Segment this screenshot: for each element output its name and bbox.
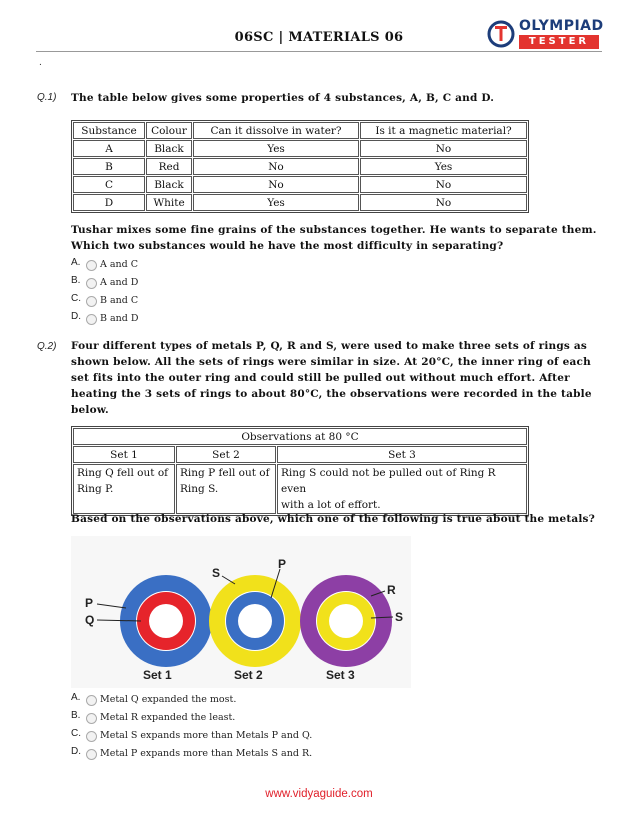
option-radio[interactable]	[86, 278, 97, 289]
table-cell: No	[360, 176, 527, 193]
cell-line: Ring P fell out of	[180, 467, 270, 479]
table-cell: A	[73, 140, 145, 157]
dot-mark: .	[39, 58, 42, 68]
question-text: Which two substances would he have the most difficulty in separating?	[71, 240, 504, 252]
question-number: Q.2)	[37, 341, 57, 352]
cell-line: Ring S could not be pulled out of Ring R even	[281, 467, 496, 495]
option-label: C.	[71, 293, 81, 304]
option-text: Metal S expands more than Metals P and Q.	[100, 730, 313, 741]
table-cell: Yes	[193, 194, 359, 211]
option-label: B.	[71, 275, 81, 286]
table-cell: No	[360, 140, 527, 157]
option-label: A.	[71, 257, 81, 268]
option-radio[interactable]	[86, 713, 97, 724]
table-cell: No	[193, 176, 359, 193]
option-text: A and C	[100, 259, 139, 270]
table-header: Set 1	[73, 446, 175, 463]
question-intro-line: shown below. All the sets of rings were similar in size. At 20°C, the inner ring of each	[71, 356, 591, 368]
option-label: B.	[71, 710, 81, 721]
option-text: Metal P expands more than Metals S and R.	[100, 748, 313, 759]
properties-table	[71, 120, 529, 213]
rings-diagram	[71, 536, 411, 688]
observations-table	[71, 426, 529, 516]
table-header: Substance	[73, 122, 145, 139]
table-cell: White	[146, 194, 192, 211]
table-cell: Black	[146, 140, 192, 157]
question-text: Based on the observations above, which one of the following is true about the metals?	[71, 513, 596, 525]
option-radio[interactable]	[86, 695, 97, 706]
option-text: Metal Q expanded the most.	[100, 694, 237, 705]
cell-line: Ring P.	[77, 483, 114, 495]
table-row	[73, 140, 527, 157]
option-label: A.	[71, 692, 81, 703]
question-intro-line: below.	[71, 404, 109, 416]
table-cell: Yes	[193, 140, 359, 157]
option-radio[interactable]	[86, 260, 97, 271]
option-text: A and D	[100, 277, 139, 288]
table-cell: B	[73, 158, 145, 175]
set-label: Set 3	[326, 668, 355, 682]
table-cell: No	[360, 194, 527, 211]
option-text: B and C	[100, 295, 139, 306]
table-row	[73, 158, 527, 175]
table-header: Set 3	[277, 446, 527, 463]
table-cell	[73, 464, 175, 514]
option-label: D.	[71, 311, 81, 322]
table-cell: C	[73, 176, 145, 193]
table-header: Is it a magnetic material?	[360, 122, 527, 139]
question-number: Q.1)	[37, 92, 57, 103]
cell-line: Ring Q fell out of	[77, 467, 169, 479]
option-radio[interactable]	[86, 296, 97, 307]
table-cell: Yes	[360, 158, 527, 175]
table-cell: No	[193, 158, 359, 175]
option-label: C.	[71, 728, 81, 739]
footer-link[interactable]: www.vidyaguide.com	[265, 788, 373, 800]
option-text: Metal R expanded the least.	[100, 712, 236, 723]
header-divider	[36, 51, 602, 52]
table-cell	[277, 464, 527, 514]
olympiad-tester-logo	[486, 16, 604, 52]
question-intro: The table below gives some properties of 4 substances, A, B, C and D.	[71, 92, 495, 104]
page-title: 06SC | MATERIALS 06	[234, 30, 404, 45]
logo-word-tester: TESTER	[519, 35, 599, 49]
logo-word-olympiad: OLYMPIAD	[519, 18, 604, 34]
ring-hole	[329, 604, 363, 638]
set-label: Set 1	[143, 668, 172, 682]
ring-label: P	[278, 557, 287, 571]
cell-line: with a lot of effort.	[281, 499, 381, 511]
table-header: Set 2	[176, 446, 276, 463]
table-header: Can it dissolve in water?	[193, 122, 359, 139]
table-header-row	[73, 446, 527, 463]
ring-label: R	[387, 583, 396, 597]
table-header-row	[73, 122, 527, 139]
question-intro-line: set fits into the outer ring and could still be pulled out without much effort. After	[71, 372, 570, 384]
ring-label: S	[395, 610, 404, 624]
option-text: B and D	[100, 313, 139, 324]
option-radio[interactable]	[86, 749, 97, 760]
option-radio[interactable]	[86, 731, 97, 742]
ring-label: S	[212, 566, 221, 580]
table-cell: Black	[146, 176, 192, 193]
table-cell	[176, 464, 276, 514]
question-intro-line: heating the 3 sets of rings to about 80°C, the observations were recorded in the table	[71, 388, 592, 400]
table-cell: D	[73, 194, 145, 211]
table-caption-row	[73, 428, 527, 445]
table-row	[73, 464, 527, 514]
table-caption: Observations at 80 °C	[73, 428, 527, 445]
option-radio[interactable]	[86, 314, 97, 325]
rings-figure	[71, 536, 411, 688]
cell-line: Ring S.	[180, 483, 219, 495]
table-cell: Red	[146, 158, 192, 175]
table-header: Colour	[146, 122, 192, 139]
option-label: D.	[71, 746, 81, 757]
table-row	[73, 194, 527, 211]
ring-label: Q	[85, 613, 95, 627]
set-label: Set 2	[234, 668, 263, 682]
ring-label: P	[85, 596, 94, 610]
table-row	[73, 176, 527, 193]
question-text: Tushar mixes some fine grains of the substances together. He wants to separate them.	[71, 224, 597, 236]
ring-hole	[238, 604, 272, 638]
logo-icon	[486, 17, 516, 51]
question-intro-line: Four different types of metals P, Q, R and S, were used to make three sets of rings as	[71, 340, 587, 352]
ring-hole	[149, 604, 183, 638]
